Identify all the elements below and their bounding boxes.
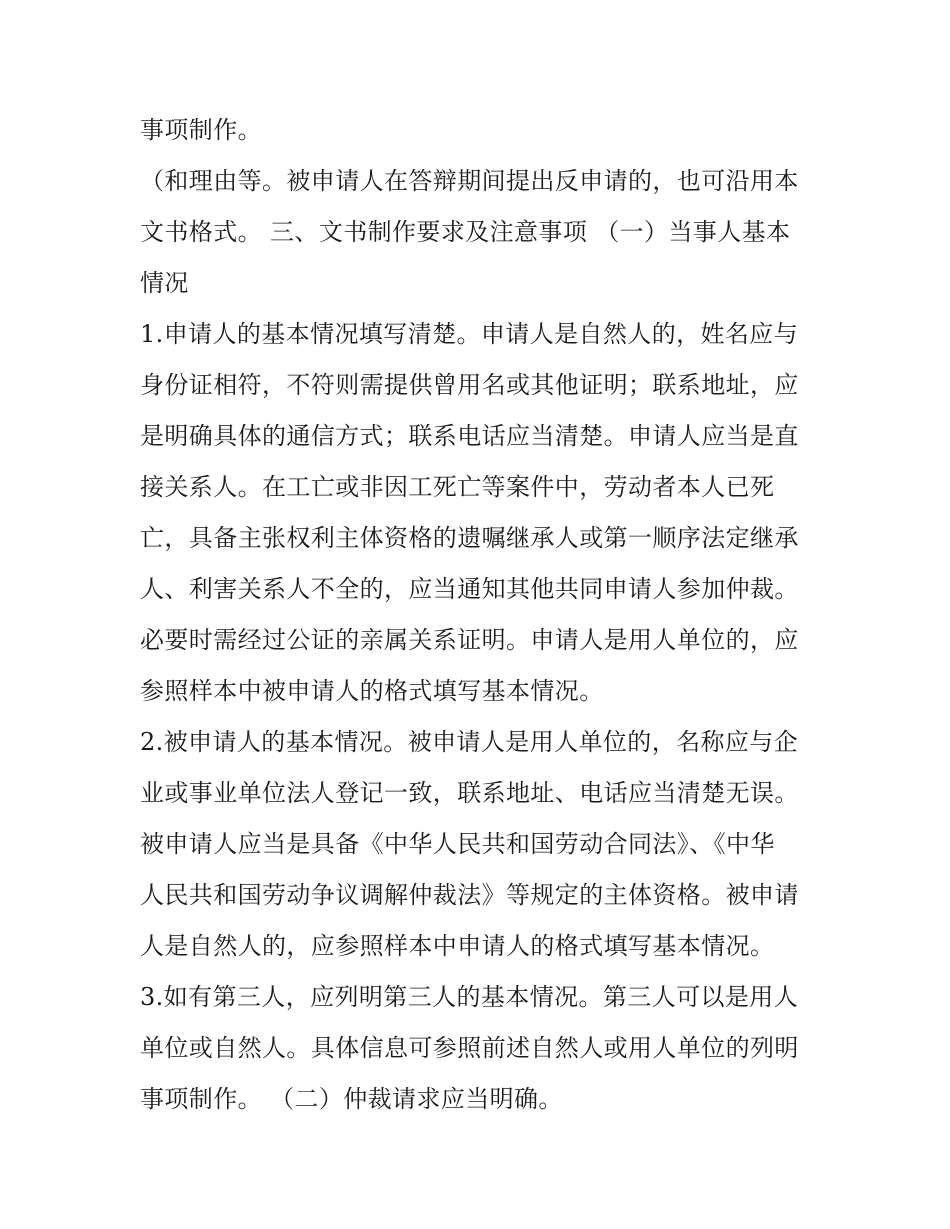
text-line: 身份证相符，不符则需提供曾用名或其他证明；联系地址，应 (140, 371, 799, 399)
text-line: 接关系人。在工亡或非因工死亡等案件中，劳动者本人已死 (140, 473, 775, 501)
text-line: 2.被申请人的基本情况。被申请人是用人单位的，名称应与企 (140, 728, 799, 756)
text-line: 文书格式。 三、文书制作要求及注意事项 （一）当事人基本 (140, 218, 791, 246)
text-line: 人、利害关系人不全的，应当通知其他共同申请人参加仲裁。 (140, 575, 799, 603)
text-line: 人民共和国劳动争议调解仲裁法》等规定的主体资格。被申请 (140, 881, 799, 909)
text-line: 事项制作。 （二）仲裁请求应当明确。 (140, 1085, 563, 1113)
text-line: （和理由等。被申请人在答辩期间提出反申请的，也可沿用本 (140, 167, 799, 195)
text-line: 人是自然人的，应参照样本中申请人的格式填写基本情况。 (140, 932, 775, 960)
text-line: 亡，具备主张权利主体资格的遗嘱继承人或第一顺序法定继承 (140, 524, 799, 552)
text-line: 参照样本中被申请人的格式填写基本情况。 (140, 677, 604, 705)
text-line: 必要时需经过公证的亲属关系证明。申请人是用人单位的，应 (140, 626, 799, 654)
text-line: 情况 (140, 269, 189, 297)
text-line: 事项制作。 (140, 116, 262, 144)
text-line: 是明确具体的通信方式；联系电话应当清楚。申请人应当是直 (140, 422, 799, 450)
text-line: 1.申请人的基本情况填写清楚。申请人是自然人的，姓名应与 (140, 320, 799, 348)
text-line: 被申请人应当是具备《中华人民共和国劳动合同法》、《中华 (140, 830, 775, 858)
text-line: 单位或自然人。具体信息可参照前述自然人或用人单位的列明 (140, 1034, 799, 1062)
text-line: 业或事业单位法人登记一致，联系地址、电话应当清楚无误。 (140, 779, 799, 807)
text-line: 3.如有第三人，应列明第三人的基本情况。第三人可以是用人 (140, 983, 799, 1011)
document-body (140, 105, 830, 1125)
